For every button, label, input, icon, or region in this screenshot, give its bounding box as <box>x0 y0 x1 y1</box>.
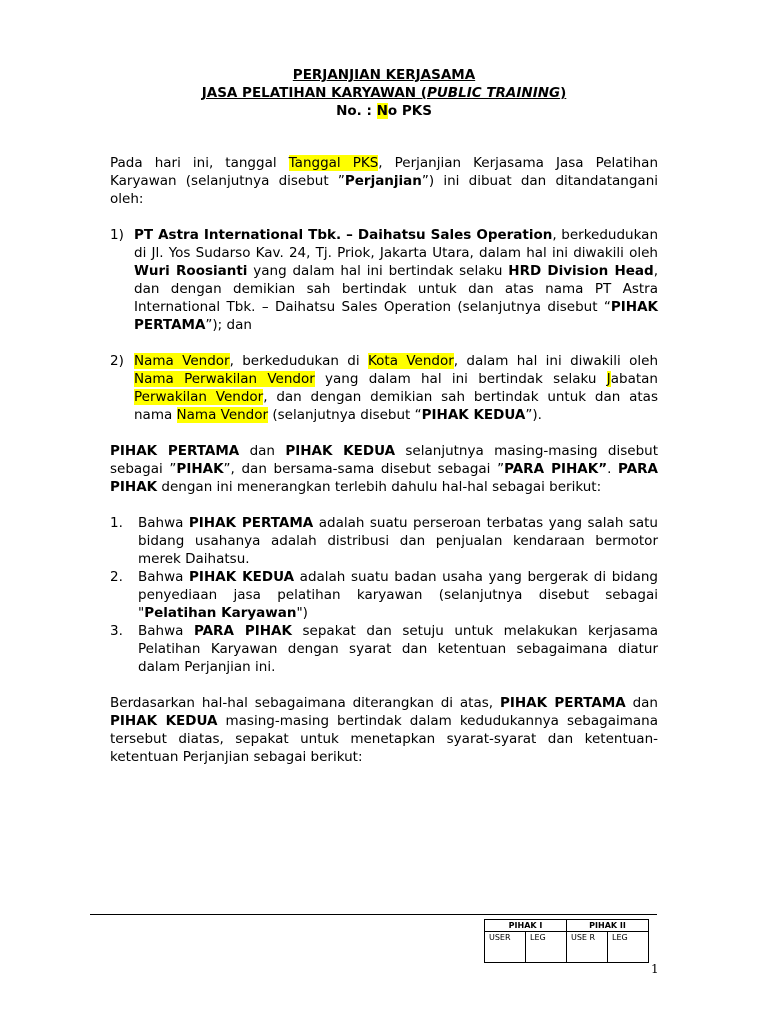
date-placeholder: Tanggal PKS <box>288 155 379 171</box>
party-2-paragraph: 2) Nama Vendor, berkedudukan di Kota Vendor, dalam hal ini diwakili oleh Nama Perwakilan Vendor yang dalam hal ini bertindak selaku Jabatan Perwakilan Vendor, dan dengan demikian sah bertindak untuk dan atas nama Nama Vendor (selanjutnya disebut “PIHAK KEDUA”). <box>110 353 659 423</box>
recital-marker: 1. <box>110 515 123 531</box>
initial-cell-leg-2: LEG <box>608 932 649 963</box>
party-1-alias: PIHAK PERTAMA <box>134 299 658 333</box>
document-title-block <box>0 66 768 120</box>
parties-paragraph: PIHAK PERTAMA dan PIHAK KEDUA selanjutnya masing-masing disebut sebagai ”PIHAK”, dan bersama-sama disebut sebagai ”PARA PIHAK”. PARA PIHAK dengan ini menerangkan terlebih dahulu hal-hal sebagai berikut: <box>110 443 659 495</box>
party-1-name: PT Astra International Tbk. – Daihatsu Sales Operation <box>134 227 553 243</box>
initial-cell-leg-1: LEG <box>526 932 567 963</box>
page-number: 1 <box>651 962 659 976</box>
pihak-1-header: PIHAK I <box>485 920 567 932</box>
party-1-paragraph: 1) PT Astra International Tbk. – Daihatsu Sales Operation, berkedudukan di Jl. Yos Sudarso Kav. 24, Tj. Priok, Jakarta Utara, dalam hal ini diwakili oleh Wuri Roosianti yang dalam hal ini bertindak selaku HRD Division Head, dan dengan demikian sah bertindak untuk dan atas nama PT Astra International Tbk. – Daihatsu Sales Operation (selanjutnya disebut “PIHAK PERTAMA”); dan <box>110 227 658 333</box>
party-1-marker: 1) <box>110 227 124 243</box>
footer-divider <box>90 914 657 915</box>
vendor-position-initial-placeholder: J <box>606 371 611 387</box>
title-line-1: PERJANJIAN KERJASAMA <box>292 67 476 83</box>
party-2-marker: 2) <box>110 353 124 369</box>
agreement-number <box>0 102 768 120</box>
initial-signature-box <box>484 919 649 963</box>
party-1-role: HRD Division Head <box>508 263 654 279</box>
intro-paragraph: Pada hari ini, tanggal Tanggal PKS, Perjanjian Kerjasama Jasa Pelatihan Karyawan (selanjutnya disebut ”Perjanjian”) ini dibuat dan ditandatangani oleh: <box>110 155 658 207</box>
recital-item: 2. Bahwa PIHAK KEDUA adalah suatu badan usaha yang bergerak di bidang penyediaan jasa pelatihan karyawan (selanjutnya disebut sebagai "Pelatihan Karyawan") <box>110 569 658 621</box>
initial-cell-user-2: USE R <box>567 932 608 963</box>
vendor-position-placeholder: Perwakilan Vendor <box>134 389 264 405</box>
document-body <box>110 154 658 766</box>
recital-marker: 3. <box>110 623 123 639</box>
recital-marker: 2. <box>110 569 123 585</box>
closing-paragraph: Berdasarkan hal-hal sebagaimana diterangkan di atas, PIHAK PERTAMA dan PIHAK KEDUA masing-masing bertindak dalam kedudukannya sebagaimana tersebut diatas, sepakat untuk menetapkan syarat-syarat dan ketentuan-ketentuan Perjanjian sebagai berikut: <box>110 695 658 765</box>
recital-item: 1. Bahwa PIHAK PERTAMA adalah suatu perseroan terbatas yang salah satu bidang usahanya adalah distribusi dan penjualan kendaraan bermotor merek Daihatsu. <box>110 515 658 567</box>
vendor-representative-placeholder: Nama Perwakilan Vendor <box>134 371 315 387</box>
pihak-2-header: PIHAK II <box>567 920 649 932</box>
recital-item: 3. Bahwa PARA PIHAK sepakat dan setuju untuk melakukan kerjasama Pelatihan Karyawan dengan syarat dan ketentuan sebagaimana diatur dalam Perjanjian ini. <box>110 623 659 675</box>
title-line-2-pre: JASA PELATIHAN KARYAWAN ( <box>201 85 427 101</box>
agreement-number-highlight: N <box>376 103 388 119</box>
title-line-2-emphasis: PUBLIC TRAINING <box>426 85 561 101</box>
vendor-name-placeholder-2: Nama Vendor <box>176 407 269 423</box>
title-line-2 <box>0 84 768 102</box>
agreement-number-label: No. : <box>336 103 377 119</box>
vendor-name-placeholder: Nama Vendor <box>134 353 230 369</box>
agreement-number-rest: o PKS <box>387 103 432 119</box>
title-line-2-post: ) <box>560 85 567 101</box>
party-2-alias: PIHAK KEDUA <box>421 407 526 423</box>
initial-cell-user-1: USER <box>485 932 526 963</box>
party-1-representative: Wuri Roosianti <box>134 263 248 279</box>
term-perjanjian: Perjanjian <box>344 173 422 189</box>
vendor-city-placeholder: Kota Vendor <box>367 353 454 369</box>
